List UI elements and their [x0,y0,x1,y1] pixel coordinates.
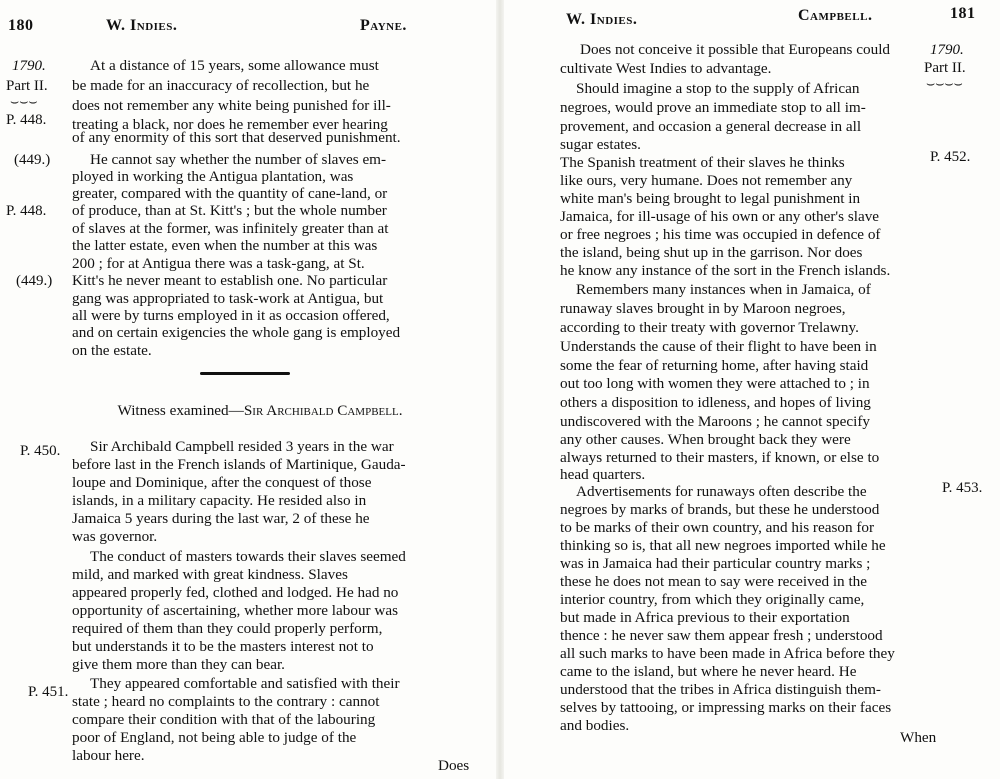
text-line: understood that the tribes in Africa distinguish them- [560,681,881,698]
margin-page-ref: P. 452. [930,149,971,165]
text-line: he know any instance of the sort in the French islands. [560,262,891,279]
text-line: negroes, would prove an immediate stop to all im- [560,99,866,116]
text-line: Remembers many instances when in Jamaica, of [576,281,871,298]
catchword: Does [438,757,470,774]
text-line: head quarters. [560,466,646,483]
text-line: gang was appropriated to task-work at Antigua, but [72,290,384,307]
text-line: does not remember any white being punished for ill- [72,97,391,114]
text-line: but understands it to be the masters interest not to [72,638,374,655]
margin-part: Part II. [6,78,48,94]
text-line: 200 ; for at Antigua there was a task-gang, at St. [72,255,365,272]
text-line: and on certain exigencies the whole gang is employed [72,324,401,341]
text-line: thence : he never saw them appear fresh ; understood [560,627,883,644]
text-line: islands, in a military capacity. He resided also in [72,492,367,509]
text-line: Advertisements for runaways often describe the [576,483,867,500]
text-line: opportunity of ascertaining, whether more labour was [72,602,399,619]
text-line: loupe and Dominique, after the conquest of those [72,474,372,491]
text-line: others a disposition to idleness, and hopes of living [560,394,871,411]
text-line: At a distance of 15 years, some allowance must [90,57,379,74]
witness-heading [95,401,425,421]
text-line: but made in Africa previous to their exportation [560,609,850,626]
text-line: was in Jamaica had their particular country marks ; [560,555,871,572]
right-page [502,0,1000,779]
text-line: runaway slaves brought in by Maroon negroes, [560,300,846,317]
text-line: some the fear of returning home, after having staid [560,357,869,374]
margin-page-ref: P. 448. [6,203,47,219]
margin-page-ref: P. 451. [28,684,69,700]
running-head-witness: Campbell. [798,7,873,24]
text-line: of produce, than at St. Kitt's ; but the whole number [72,202,387,219]
text-line: all were by turns employed in it as occasion offered, [72,307,390,324]
text-line: appeared properly fed, clothed and lodged. He had no [72,584,399,601]
running-head-section: W. Indies. [566,11,638,28]
margin-flourish: ⌣⌣⌣⌣ [926,77,963,92]
text-line: Kitt's he never meant to establish one. No particular [72,272,388,289]
text-line: the island, being shut up in the garrison. Nor does [560,244,863,261]
catchword: When [900,729,937,746]
text-line: cultivate West Indies to advantage. [560,60,772,77]
margin-page-ref: P. 448. [6,112,47,128]
text-line: on the estate. [72,342,152,359]
text-line: provement, and occasion a general decrease in all [560,118,862,135]
text-line: state ; heard no complaints to the contrary : cannot [72,693,380,710]
running-head-witness: Payne. [360,17,407,34]
text-line: Jamaica, for ill-usage of his own or any other's slave [560,208,880,225]
text-line: always returned to their masters, if known, or else to [560,449,880,466]
text-line: Does not conceive it possible that Europeans could [580,41,891,58]
text-line: mild, and marked with great kindness. Slaves [72,566,348,583]
witness-prefix: Witness examined— [117,402,244,419]
text-line: or free negroes ; his time was occupied in defence of [560,226,881,243]
text-line: all such marks to have been made in Africa before they [560,645,895,662]
text-line: white man's being brought to legal punishment in [560,190,861,207]
text-line: Jamaica 5 years during the last war, 2 of these he [72,510,370,527]
text-line: labour here. [72,747,145,764]
text-line: They appeared comfortable and satisfied with their [90,675,400,692]
text-line: Should imagine a stop to the supply of African [576,80,860,97]
text-line: of any enormity of this sort that deserved punishment. [72,129,401,146]
text-line: to be marks of their own country, and his reason for [560,519,875,536]
margin-page-ref: (449.) [14,152,51,168]
page-number: 180 [8,17,34,34]
text-line: of slaves at the former, was infinitely greater than at [72,220,389,237]
text-line: the latter estate, even when the number at this was [72,237,378,254]
text-line: selves by tattooing, or impressing marks on their faces [560,699,892,716]
margin-flourish: ⌣⌣⌣ [10,95,38,110]
text-line: came to the island, but where he never heard. He [560,663,857,680]
text-line: and bodies. [560,717,630,734]
witness-name: Sir Archibald Campbell. [243,402,403,419]
text-line: these he does not mean to say were received in the [560,573,868,590]
text-line: Sir Archibald Campbell resided 3 years in the war [90,438,394,455]
text-line: interior country, from which they originally came, [560,591,865,608]
text-line: according to their treaty with governor Trelawny. [560,319,859,336]
left-page [0,0,498,779]
text-line: required of them than they could properly perform, [72,620,383,637]
running-head-section: W. Indies. [106,17,178,34]
text-line: out too long with women they were attached to ; in [560,375,870,392]
margin-year: 1790. [930,42,964,58]
margin-page-ref: P. 453. [942,480,983,496]
text-line: before last in the French islands of Martinique, Gauda- [72,456,406,473]
text-line: greater, compared with the quantity of cane-land, or [72,185,388,202]
text-line: He cannot say whether the number of slaves em- [90,151,387,168]
text-line: negroes by marks of brands, but these he understood [560,501,880,518]
text-line: poor of England, not being able to judge of the [72,729,357,746]
margin-part: Part II. [924,60,966,76]
text-line: undiscovered with the Maroons ; he cannot specify [560,413,870,430]
text-line: any other causes. When brought back they were [560,431,851,448]
text-line: compare their condition with that of the labouring [72,711,376,728]
margin-page-ref: P. 450. [20,443,61,459]
text-line: The conduct of masters towards their slaves seemed [90,548,406,565]
text-line: be made for an inaccuracy of recollection, but he [72,77,370,94]
margin-year: 1790. [12,58,46,74]
page-number: 181 [950,5,976,22]
text-line: sugar estates. [560,136,641,153]
text-line: Understands the cause of their flight to have been in [560,338,877,355]
text-line: was governor. [72,528,158,545]
section-divider [200,372,290,375]
text-line: The Spanish treatment of their slaves he thinks [560,154,845,171]
text-line: treating a black, nor does he remember ever hearing [72,116,388,133]
text-line: thinking so is, that all new negroes imported while he [560,537,886,554]
text-line: like ours, very humane. Does not remember any [560,172,853,189]
text-line: give them more than they can bear. [72,656,285,673]
text-line: ployed in working the Antigua plantation, was [72,168,354,185]
margin-page-ref: (449.) [16,273,53,289]
